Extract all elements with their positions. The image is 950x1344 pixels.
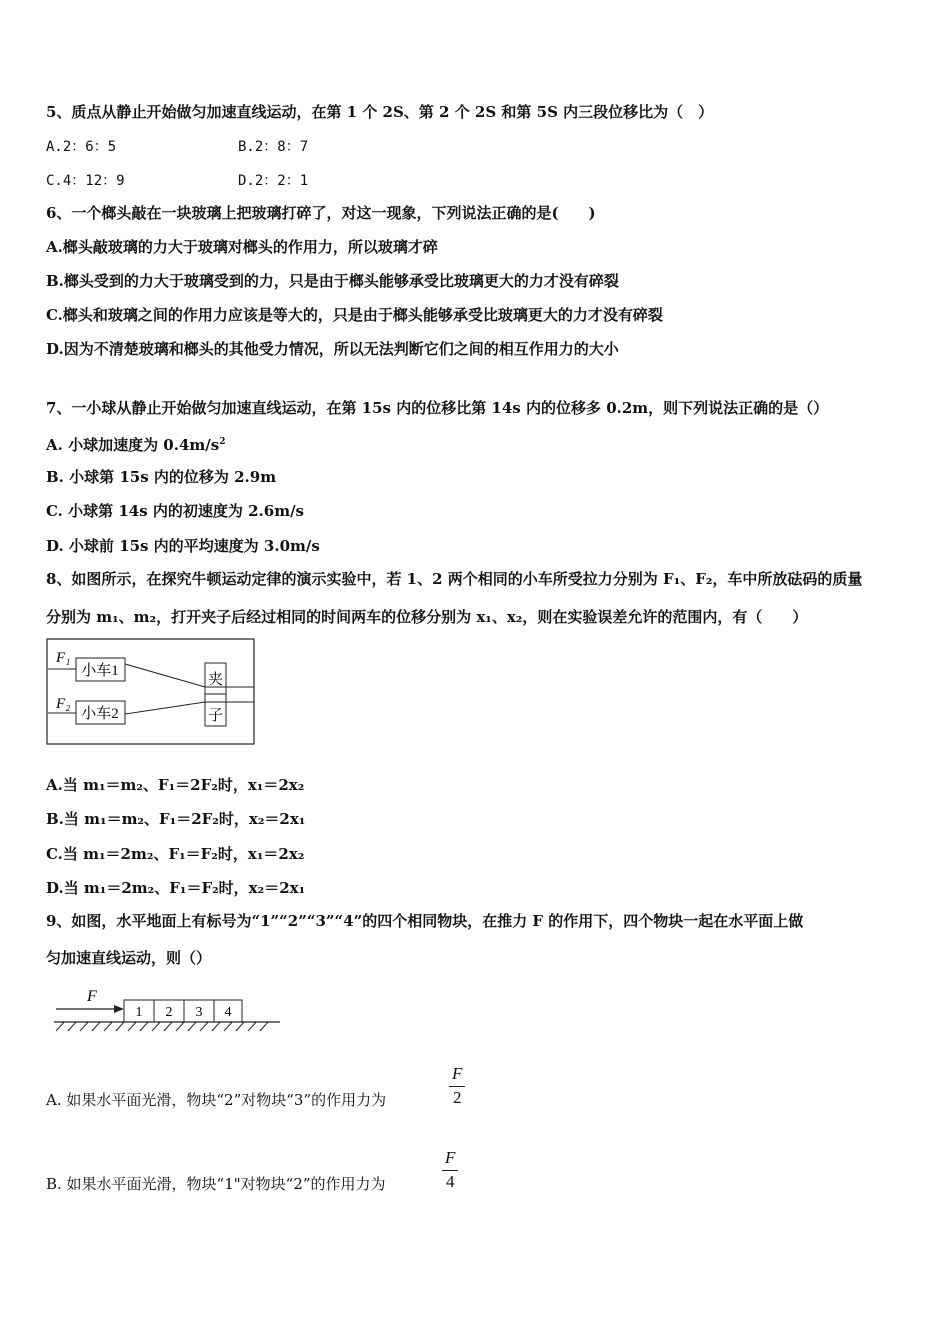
q9-stem-line1: 9、如图，水平地面上有标号为“1”“2”“3”“4”的四个相同物块，在推力 F 的作用下，四个物块一起在水平面上做 — [46, 912, 804, 930]
figure-frame — [47, 639, 254, 744]
q9-option-b-numerator: F — [442, 1148, 458, 1171]
q9-stem-line2: 匀加速直线运动，则（） — [46, 949, 212, 967]
q9-option-b: B. 如果水平面光滑，物块“1"对物块“2”的作用力为 — [46, 1175, 386, 1193]
ground-hatch-mark — [248, 1022, 256, 1031]
q8-stem-line1: 8、如图所示，在探究牛顿运动定律的演示实验中，若 1、2 两个相同的小车所受拉力分别为 F₁、F₂，车中所放砝码的质量 — [46, 570, 863, 588]
ground-hatch-mark — [128, 1022, 136, 1031]
ground-hatch-mark — [188, 1022, 196, 1031]
q8-option-b: B.当 m₁＝m₂、F₁＝2F₂时，x₂＝2x₁ — [46, 810, 306, 828]
ground-hatch-mark — [152, 1022, 160, 1031]
q5-option-c: C.4：12：9 — [46, 173, 125, 189]
q9-option-a-fraction — [449, 1064, 465, 1108]
ground-hatching — [56, 1022, 268, 1031]
block-4-label: 4 — [224, 1005, 232, 1020]
ground-hatch-mark — [164, 1022, 172, 1031]
ground-hatch-mark — [56, 1022, 64, 1031]
clamp-label-bottom: 子 — [207, 708, 224, 724]
ground-hatch-mark — [176, 1022, 184, 1031]
q9-option-b-fraction — [442, 1148, 458, 1192]
q5-option-d: D.2：2：1 — [238, 173, 309, 189]
q5-stem: 5、质点从静止开始做匀加速直线运动，在第 1 个 2S、第 2 个 2S 和第 5S 内三段位移比为（ ） — [46, 103, 714, 121]
ground-hatch-mark — [224, 1022, 232, 1031]
q6-option-d: D.因为不清楚玻璃和榔头的其他受力情况，所以无法判断它们之间的相互作用力的大小 — [46, 340, 619, 358]
q9-figure — [52, 984, 284, 1034]
q6-option-a: A.榔头敲玻璃的力大于玻璃对榔头的作用力，所以玻璃才碎 — [46, 238, 438, 256]
ground-hatch-mark — [260, 1022, 268, 1031]
force-arrow-head — [114, 1005, 124, 1013]
force-f1-label: F₁ — [56, 650, 71, 666]
q9-option-b-denominator: 4 — [445, 1172, 455, 1191]
clamp-label-top: 夹 — [207, 672, 224, 688]
q8-option-d: D.当 m₁＝2m₂、F₁＝F₂时，x₂＝2x₁ — [46, 879, 306, 897]
q9-option-a-denominator: 2 — [452, 1088, 462, 1107]
ground-hatch-mark — [200, 1022, 208, 1031]
q8-stem-line2: 分别为 m₁、m₂，打开夹子后经过相同的时间两车的位移分别为 x₁、x₂，则在实验误差允许的范围内，有（ ） — [46, 608, 808, 626]
car-1-label: 小车1 — [81, 663, 119, 679]
ground-hatch-mark — [236, 1022, 244, 1031]
q7-option-b: B. 小球第 15s 内的位移为 2.9m — [46, 468, 277, 486]
ground-hatch-mark — [140, 1022, 148, 1031]
block-3-label: 3 — [195, 1005, 203, 1020]
cord-2 — [125, 702, 205, 714]
ground-hatch-mark — [212, 1022, 220, 1031]
q7-option-a-text: A. 小球加速度为 0.4m/s — [46, 436, 220, 454]
q6-option-b: B.榔头受到的力大于玻璃受到的力，只是由于榔头能够承受比玻璃更大的力才没有碎裂 — [46, 272, 619, 290]
ground-hatch-mark — [80, 1022, 88, 1031]
ground-hatch-mark — [92, 1022, 100, 1031]
block-2-label: 2 — [165, 1005, 173, 1020]
ground-hatch-mark — [68, 1022, 76, 1031]
q8-figure — [46, 638, 256, 746]
q7-option-c: C. 小球第 14s 内的初速度为 2.6m/s — [46, 502, 304, 520]
q7-option-d: D. 小球前 15s 内的平均速度为 3.0m/s — [46, 537, 320, 555]
q8-option-a: A.当 m₁＝m₂、F₁＝2F₂时，x₁＝2x₂ — [46, 776, 305, 794]
q8-option-c: C.当 m₁＝2m₂、F₁＝F₂时，x₁＝2x₂ — [46, 845, 305, 863]
q7-option-a-exponent: 2 — [219, 437, 226, 447]
block-1-label: 1 — [135, 1005, 143, 1020]
q6-stem: 6、一个榔头敲在一块玻璃上把玻璃打碎了，对这一现象，下列说法正确的是( ) — [46, 204, 596, 222]
q9-option-a: A. 如果水平面光滑，物块“2”对物块“3”的作用力为 — [46, 1091, 387, 1109]
q6-option-c: C.榔头和玻璃之间的作用力应该是等大的，只是由于榔头能够承受比玻璃更大的力才没有碎裂 — [46, 306, 663, 324]
q7-stem: 7、一小球从静止开始做匀加速直线运动，在第 15s 内的位移比第 14s 内的位移多 0.2m，则下列说法正确的是（） — [46, 399, 829, 417]
ground-hatch-mark — [116, 1022, 124, 1031]
ground-hatch-mark — [104, 1022, 112, 1031]
force-f2-label: F₂ — [56, 696, 71, 712]
cord-1 — [125, 664, 205, 687]
q7-option-a — [46, 432, 225, 455]
force-f-label: F — [87, 988, 97, 1005]
q5-option-b: B.2：8：7 — [238, 139, 309, 155]
q9-option-a-numerator: F — [449, 1064, 465, 1087]
car-2-label: 小车2 — [81, 706, 119, 722]
q5-option-a: A.2：6：5 — [46, 139, 117, 155]
